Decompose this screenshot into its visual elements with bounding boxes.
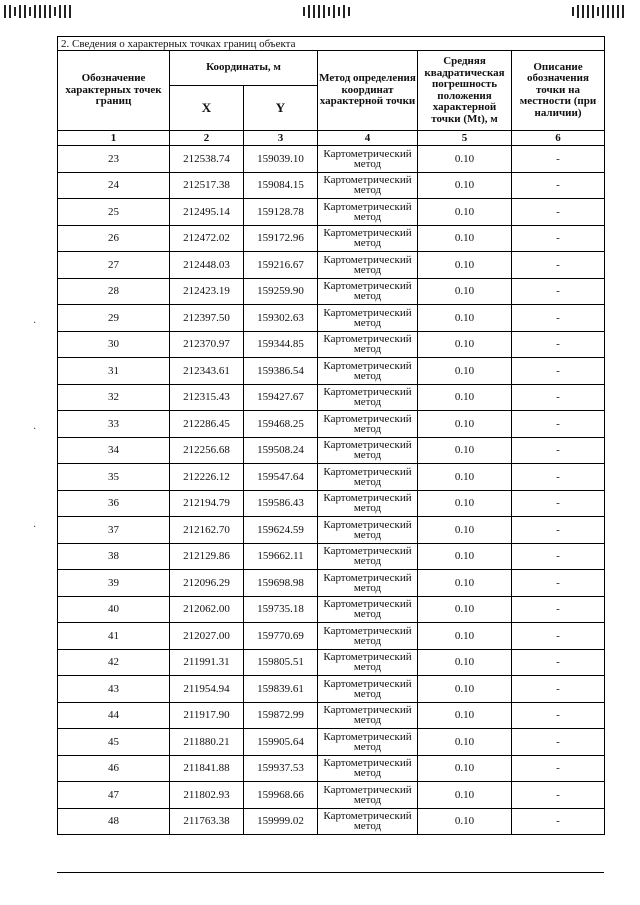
- y-coordinate-cell: 159968.66: [244, 782, 318, 809]
- accuracy-cell: 0.10: [418, 411, 512, 438]
- method-cell: [318, 331, 418, 358]
- y-coordinate-cell: 159905.64: [244, 729, 318, 756]
- method-line-2: метод: [353, 422, 382, 435]
- method-line-2: метод: [353, 581, 382, 594]
- method-line-1: Картометрический: [323, 174, 412, 187]
- method-cell: [318, 543, 418, 570]
- point-id-cell: 35: [58, 464, 170, 491]
- y-coordinate-cell: 159872.99: [244, 702, 318, 729]
- method-cell: [318, 649, 418, 676]
- method-line-2: метод: [353, 237, 382, 250]
- x-coordinate-cell: 212423.19: [170, 278, 244, 305]
- table-row: [58, 676, 605, 703]
- table-row: [58, 252, 605, 279]
- accuracy-cell: 0.10: [418, 384, 512, 411]
- column-number: 2: [170, 131, 244, 146]
- scan-marks-center: [303, 5, 353, 19]
- x-coordinate-cell: 212194.79: [170, 490, 244, 517]
- x-coordinate-cell: 212495.14: [170, 199, 244, 226]
- x-coordinate-cell: 212096.29: [170, 570, 244, 597]
- method-cell: [318, 702, 418, 729]
- point-id-cell: 44: [58, 702, 170, 729]
- method-line-1: Картометрический: [323, 598, 412, 611]
- description-cell: -: [512, 623, 605, 650]
- table-row: [58, 278, 605, 305]
- accuracy-cell: 0.10: [418, 517, 512, 544]
- description-cell: -: [512, 676, 605, 703]
- y-coordinate-cell: 159937.53: [244, 755, 318, 782]
- point-id-cell: 43: [58, 676, 170, 703]
- point-id-cell: 37: [58, 517, 170, 544]
- method-line-2: метод: [353, 290, 382, 303]
- method-line-2: метод: [353, 184, 382, 197]
- y-coordinate-cell: 159662.11: [244, 543, 318, 570]
- accuracy-cell: 0.10: [418, 596, 512, 623]
- table-row: [58, 384, 605, 411]
- y-coordinate-cell: 159770.69: [244, 623, 318, 650]
- y-coordinate-cell: 159172.96: [244, 225, 318, 252]
- method-cell: [318, 225, 418, 252]
- method-line-2: метод: [353, 661, 382, 674]
- y-coordinate-cell: 159624.59: [244, 517, 318, 544]
- description-cell: -: [512, 464, 605, 491]
- method-line-2: метод: [353, 608, 382, 621]
- point-id-cell: 36: [58, 490, 170, 517]
- y-coordinate-cell: 159508.24: [244, 437, 318, 464]
- scan-speck: ·: [33, 318, 37, 329]
- method-cell: [318, 808, 418, 835]
- accuracy-cell: 0.10: [418, 649, 512, 676]
- method-line-1: Картометрический: [323, 333, 412, 346]
- table-row: [58, 305, 605, 332]
- point-id-cell: 27: [58, 252, 170, 279]
- method-line-2: метод: [353, 475, 382, 488]
- method-line-1: Картометрический: [323, 439, 412, 452]
- table-row: [58, 490, 605, 517]
- method-cell: [318, 199, 418, 226]
- method-line-1: Картометрический: [323, 624, 412, 637]
- accuracy-cell: 0.10: [418, 225, 512, 252]
- table-row: [58, 623, 605, 650]
- method-line-2: метод: [353, 528, 382, 541]
- method-cell: [318, 596, 418, 623]
- header-accuracy: Средняя квадратическая погрешность положения характерной точки (Mt), м: [418, 51, 512, 131]
- method-cell: [318, 305, 418, 332]
- point-id-cell: 28: [58, 278, 170, 305]
- y-coordinate-cell: 159999.02: [244, 808, 318, 835]
- table-row: [58, 649, 605, 676]
- accuracy-cell: 0.10: [418, 702, 512, 729]
- accuracy-cell: 0.10: [418, 146, 512, 173]
- y-coordinate-cell: 159216.67: [244, 252, 318, 279]
- description-cell: -: [512, 278, 605, 305]
- scan-speck: ·: [33, 522, 37, 533]
- table-row: [58, 172, 605, 199]
- method-line-1: Картометрический: [323, 386, 412, 399]
- method-cell: [318, 146, 418, 173]
- description-cell: -: [512, 437, 605, 464]
- x-coordinate-cell: 211802.93: [170, 782, 244, 809]
- point-id-cell: 45: [58, 729, 170, 756]
- method-line-1: Картометрический: [323, 147, 412, 160]
- header-y: Y: [244, 86, 318, 131]
- description-cell: -: [512, 146, 605, 173]
- accuracy-cell: 0.10: [418, 305, 512, 332]
- method-line-2: метод: [353, 740, 382, 753]
- x-coordinate-cell: 211954.94: [170, 676, 244, 703]
- method-line-2: метод: [353, 687, 382, 700]
- method-line-2: метод: [353, 210, 382, 223]
- method-line-2: метод: [353, 316, 382, 329]
- method-cell: [318, 490, 418, 517]
- description-cell: -: [512, 384, 605, 411]
- table-row: [58, 146, 605, 173]
- x-coordinate-cell: 212538.74: [170, 146, 244, 173]
- accuracy-cell: 0.10: [418, 490, 512, 517]
- description-cell: -: [512, 570, 605, 597]
- column-number: 6: [512, 131, 605, 146]
- x-coordinate-cell: 212517.38: [170, 172, 244, 199]
- table-row: [58, 755, 605, 782]
- method-cell: [318, 411, 418, 438]
- method-line-2: метод: [353, 449, 382, 462]
- table-row: [58, 517, 605, 544]
- table-row: [58, 543, 605, 570]
- method-line-2: метод: [353, 767, 382, 780]
- description-cell: -: [512, 172, 605, 199]
- y-coordinate-cell: 159084.15: [244, 172, 318, 199]
- x-coordinate-cell: 212062.00: [170, 596, 244, 623]
- y-coordinate-cell: 159128.78: [244, 199, 318, 226]
- method-line-1: Картометрический: [323, 810, 412, 823]
- method-line-1: Картометрический: [323, 730, 412, 743]
- description-cell: -: [512, 252, 605, 279]
- y-coordinate-cell: 159805.51: [244, 649, 318, 676]
- method-line-1: Картометрический: [323, 412, 412, 425]
- column-number: 4: [318, 131, 418, 146]
- method-line-1: Картометрический: [323, 253, 412, 266]
- method-cell: [318, 437, 418, 464]
- method-cell: [318, 278, 418, 305]
- x-coordinate-cell: 212472.02: [170, 225, 244, 252]
- method-line-1: Картометрический: [323, 704, 412, 717]
- method-cell: [318, 517, 418, 544]
- table-row: [58, 437, 605, 464]
- point-id-cell: 30: [58, 331, 170, 358]
- method-line-2: метод: [353, 157, 382, 170]
- point-id-cell: 38: [58, 543, 170, 570]
- method-line-2: метод: [353, 263, 382, 276]
- description-cell: -: [512, 702, 605, 729]
- point-id-cell: 47: [58, 782, 170, 809]
- table-row: [58, 225, 605, 252]
- method-line-1: Картометрический: [323, 280, 412, 293]
- method-line-2: метод: [353, 555, 382, 568]
- x-coordinate-cell: 211763.38: [170, 808, 244, 835]
- method-line-1: Картометрический: [323, 200, 412, 213]
- x-coordinate-cell: 211991.31: [170, 649, 244, 676]
- accuracy-cell: 0.10: [418, 755, 512, 782]
- section-title: 2. Сведения о характерных точках границ объекта: [58, 37, 605, 51]
- y-coordinate-cell: 159427.67: [244, 384, 318, 411]
- accuracy-cell: 0.10: [418, 252, 512, 279]
- point-id-cell: 26: [58, 225, 170, 252]
- x-coordinate-cell: 212448.03: [170, 252, 244, 279]
- accuracy-cell: 0.10: [418, 729, 512, 756]
- method-cell: [318, 782, 418, 809]
- method-cell: [318, 252, 418, 279]
- method-cell: [318, 384, 418, 411]
- method-line-2: метод: [353, 634, 382, 647]
- point-id-cell: 48: [58, 808, 170, 835]
- description-cell: -: [512, 808, 605, 835]
- method-line-1: Картометрический: [323, 571, 412, 584]
- header-coordinates: Координаты, м: [170, 51, 318, 86]
- method-line-1: Картометрический: [323, 306, 412, 319]
- scan-marks-left: [4, 5, 74, 19]
- column-number: 5: [418, 131, 512, 146]
- accuracy-cell: 0.10: [418, 331, 512, 358]
- header-description: Описание обозначения точки на местности (при наличии): [512, 51, 605, 131]
- method-line-2: метод: [353, 502, 382, 515]
- y-coordinate-cell: 159839.61: [244, 676, 318, 703]
- accuracy-cell: 0.10: [418, 437, 512, 464]
- y-coordinate-cell: 159386.54: [244, 358, 318, 385]
- table-row: [58, 782, 605, 809]
- y-coordinate-cell: 159259.90: [244, 278, 318, 305]
- method-line-1: Картометрический: [323, 545, 412, 558]
- header-designation: Обозначение характерных точек границ: [58, 51, 170, 131]
- x-coordinate-cell: 212226.12: [170, 464, 244, 491]
- table-row: [58, 358, 605, 385]
- table-row: [58, 729, 605, 756]
- method-line-1: Картометрический: [323, 518, 412, 531]
- x-coordinate-cell: 211917.90: [170, 702, 244, 729]
- accuracy-cell: 0.10: [418, 464, 512, 491]
- method-line-2: метод: [353, 714, 382, 727]
- header-method: Метод определения координат характерной точки: [318, 51, 418, 131]
- y-coordinate-cell: 159039.10: [244, 146, 318, 173]
- y-coordinate-cell: 159302.63: [244, 305, 318, 332]
- point-id-cell: 34: [58, 437, 170, 464]
- point-id-cell: 42: [58, 649, 170, 676]
- point-id-cell: 31: [58, 358, 170, 385]
- table-row: [58, 808, 605, 835]
- x-coordinate-cell: 211880.21: [170, 729, 244, 756]
- method-cell: [318, 570, 418, 597]
- method-line-1: Картометрический: [323, 783, 412, 796]
- method-line-2: метод: [353, 793, 382, 806]
- point-id-cell: 25: [58, 199, 170, 226]
- point-id-cell: 23: [58, 146, 170, 173]
- table-row: [58, 570, 605, 597]
- x-coordinate-cell: 211841.88: [170, 755, 244, 782]
- description-cell: -: [512, 358, 605, 385]
- accuracy-cell: 0.10: [418, 676, 512, 703]
- method-line-1: Картометрический: [323, 651, 412, 664]
- page-bottom-rule: [57, 872, 604, 873]
- description-cell: -: [512, 411, 605, 438]
- method-line-2: метод: [353, 396, 382, 409]
- x-coordinate-cell: 212397.50: [170, 305, 244, 332]
- accuracy-cell: 0.10: [418, 623, 512, 650]
- accuracy-cell: 0.10: [418, 543, 512, 570]
- x-coordinate-cell: 212162.70: [170, 517, 244, 544]
- accuracy-cell: 0.10: [418, 199, 512, 226]
- x-coordinate-cell: 212286.45: [170, 411, 244, 438]
- method-line-1: Картометрический: [323, 492, 412, 505]
- point-id-cell: 46: [58, 755, 170, 782]
- accuracy-cell: 0.10: [418, 570, 512, 597]
- x-coordinate-cell: 212343.61: [170, 358, 244, 385]
- y-coordinate-cell: 159344.85: [244, 331, 318, 358]
- method-line-1: Картометрический: [323, 677, 412, 690]
- accuracy-cell: 0.10: [418, 278, 512, 305]
- table-row: [58, 702, 605, 729]
- description-cell: -: [512, 755, 605, 782]
- method-line-1: Картометрический: [323, 465, 412, 478]
- x-coordinate-cell: 212256.68: [170, 437, 244, 464]
- accuracy-cell: 0.10: [418, 358, 512, 385]
- point-id-cell: 39: [58, 570, 170, 597]
- column-number: 1: [58, 131, 170, 146]
- y-coordinate-cell: 159735.18: [244, 596, 318, 623]
- table-row: [58, 331, 605, 358]
- accuracy-cell: 0.10: [418, 782, 512, 809]
- method-line-1: Картометрический: [323, 359, 412, 372]
- description-cell: -: [512, 649, 605, 676]
- method-line-2: метод: [353, 343, 382, 356]
- point-id-cell: 41: [58, 623, 170, 650]
- point-id-cell: 40: [58, 596, 170, 623]
- point-id-cell: 32: [58, 384, 170, 411]
- method-cell: [318, 464, 418, 491]
- accuracy-cell: 0.10: [418, 808, 512, 835]
- x-coordinate-cell: 212129.86: [170, 543, 244, 570]
- x-coordinate-cell: 212370.97: [170, 331, 244, 358]
- scan-speck: ·: [33, 424, 37, 435]
- method-line-1: Картометрический: [323, 227, 412, 240]
- method-line-2: метод: [353, 820, 382, 833]
- y-coordinate-cell: 159698.98: [244, 570, 318, 597]
- method-line-1: Картометрический: [323, 757, 412, 770]
- x-coordinate-cell: 212027.00: [170, 623, 244, 650]
- table-row: [58, 411, 605, 438]
- table-row: [58, 596, 605, 623]
- boundary-points-table: [57, 36, 605, 835]
- point-id-cell: 24: [58, 172, 170, 199]
- x-coordinate-cell: 212315.43: [170, 384, 244, 411]
- method-cell: [318, 623, 418, 650]
- description-cell: -: [512, 517, 605, 544]
- accuracy-cell: 0.10: [418, 172, 512, 199]
- method-cell: [318, 358, 418, 385]
- description-cell: -: [512, 782, 605, 809]
- column-number: 3: [244, 131, 318, 146]
- description-cell: -: [512, 729, 605, 756]
- header-x: X: [170, 86, 244, 131]
- scan-marks-right: [572, 5, 627, 19]
- point-id-cell: 29: [58, 305, 170, 332]
- description-cell: -: [512, 490, 605, 517]
- table-row: [58, 199, 605, 226]
- y-coordinate-cell: 159547.64: [244, 464, 318, 491]
- method-line-2: метод: [353, 369, 382, 382]
- description-cell: -: [512, 199, 605, 226]
- description-cell: -: [512, 331, 605, 358]
- y-coordinate-cell: 159468.25: [244, 411, 318, 438]
- table-row: [58, 464, 605, 491]
- method-cell: [318, 755, 418, 782]
- description-cell: -: [512, 596, 605, 623]
- method-cell: [318, 729, 418, 756]
- description-cell: -: [512, 305, 605, 332]
- method-cell: [318, 676, 418, 703]
- description-cell: -: [512, 225, 605, 252]
- point-id-cell: 33: [58, 411, 170, 438]
- description-cell: -: [512, 543, 605, 570]
- method-cell: [318, 172, 418, 199]
- y-coordinate-cell: 159586.43: [244, 490, 318, 517]
